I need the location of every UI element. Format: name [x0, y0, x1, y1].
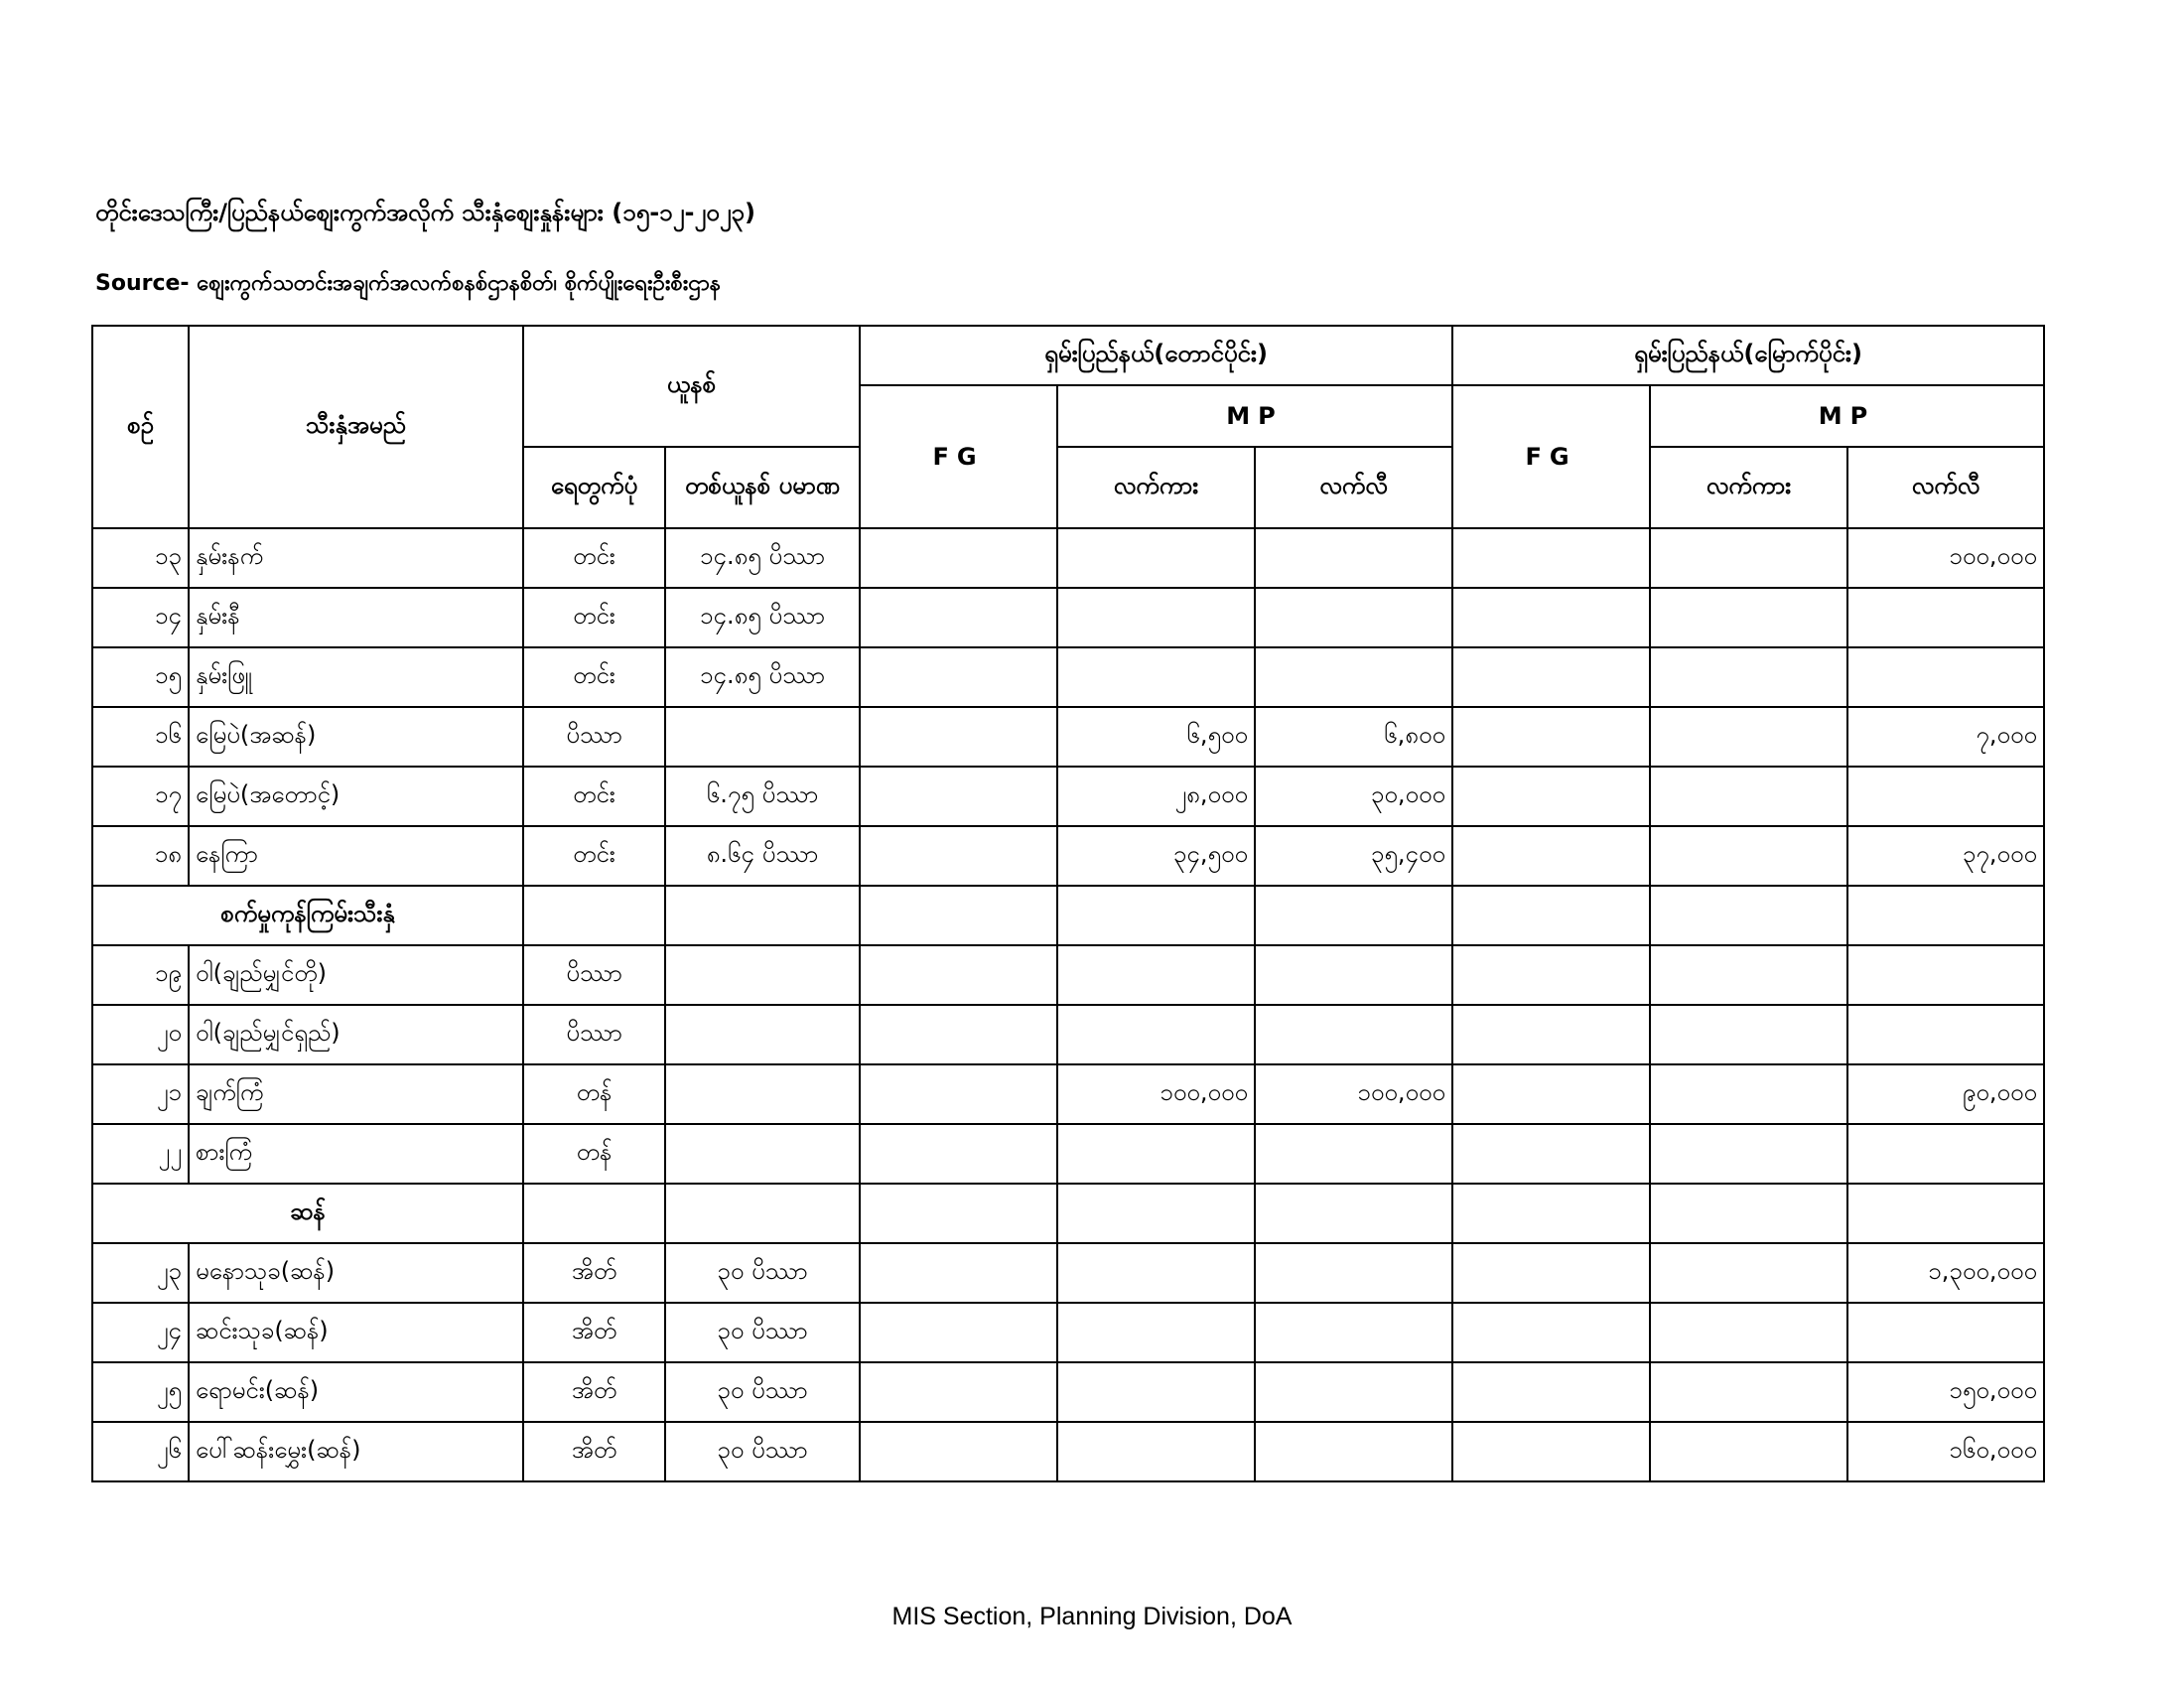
- north-wholesale-price: [1650, 945, 1847, 1005]
- north-wholesale-price: [1650, 1422, 1847, 1481]
- unit-quantity: [665, 1064, 860, 1124]
- north-retail-price: ၃၇,၀၀၀: [1847, 826, 2044, 886]
- empty-cell: [1847, 1184, 2044, 1243]
- north-retail-price: [1847, 767, 2044, 826]
- north-fg-price: [1452, 647, 1650, 707]
- north-wholesale-price: [1650, 1064, 1847, 1124]
- empty-cell: [665, 1184, 860, 1243]
- unit-local: ပိဿာ: [523, 707, 665, 767]
- empty-cell: [1255, 886, 1452, 945]
- table-row: [92, 1243, 2044, 1303]
- empty-cell: [1452, 1184, 1650, 1243]
- north-fg-price: [1452, 945, 1650, 1005]
- north-wholesale-price: [1650, 1243, 1847, 1303]
- north-fg-price: [1452, 588, 1650, 647]
- header-unit-local: ရေတွက်ပုံ: [523, 447, 665, 528]
- unit-local: တင်း: [523, 528, 665, 588]
- north-wholesale-price: [1650, 826, 1847, 886]
- unit-quantity: ၃၀ ပိဿာ: [665, 1362, 860, 1422]
- unit-quantity: ၃၀ ပိဿာ: [665, 1422, 860, 1481]
- unit-local: တန်: [523, 1064, 665, 1124]
- crop-name: မနောသုခ(ဆန်): [189, 1243, 523, 1303]
- north-wholesale-price: [1650, 1303, 1847, 1362]
- row-number: ၁၇: [92, 767, 189, 826]
- north-retail-price: [1847, 647, 2044, 707]
- document-title: တိုင်းဒေသကြီး/ပြည်နယ်စျေးကွက်အလိုက် သီးနှံစျေးနှုန်းများ (၁၅-၁၂-၂၀၂၃): [95, 199, 755, 226]
- crop-name: ဆင်းသုခ(ဆန်): [189, 1303, 523, 1362]
- south-fg-price: [860, 1243, 1057, 1303]
- south-retail-price: [1255, 588, 1452, 647]
- crop-name: နှမ်းနက်: [189, 528, 523, 588]
- unit-local: တန်: [523, 1124, 665, 1184]
- north-wholesale-price: [1650, 1005, 1847, 1064]
- row-number: ၂၆: [92, 1422, 189, 1481]
- south-retail-price: [1255, 1005, 1452, 1064]
- north-wholesale-price: [1650, 1362, 1847, 1422]
- header-retail-south: လက်လီ: [1255, 447, 1452, 528]
- empty-cell: [1847, 886, 2044, 945]
- south-retail-price: [1255, 1124, 1452, 1184]
- north-retail-price: [1847, 945, 2044, 1005]
- north-fg-price: [1452, 826, 1650, 886]
- crop-name: ရောမင်း(ဆန်): [189, 1362, 523, 1422]
- empty-cell: [860, 886, 1057, 945]
- north-wholesale-price: [1650, 767, 1847, 826]
- empty-cell: [523, 1184, 665, 1243]
- south-retail-price: ၃၀,၀၀၀: [1255, 767, 1452, 826]
- unit-quantity: ၁၄.၈၅ ပိဿာ: [665, 588, 860, 647]
- footer-text: MIS Section, Planning Division, DoA: [891, 1603, 1293, 1630]
- north-fg-price: [1452, 767, 1650, 826]
- table-row: [92, 1124, 2044, 1184]
- row-number: ၂၅: [92, 1362, 189, 1422]
- header-crop-name: သီးနှံအမည်: [189, 326, 523, 528]
- south-retail-price: [1255, 647, 1452, 707]
- table-row: [92, 528, 2044, 588]
- table-row: [92, 1064, 2044, 1124]
- table-row: [92, 1362, 2044, 1422]
- south-wholesale-price: ၁၀၀,၀၀၀: [1057, 1064, 1255, 1124]
- south-fg-price: [860, 647, 1057, 707]
- unit-quantity: ၃၀ ပိဿာ: [665, 1243, 860, 1303]
- south-fg-price: [860, 1362, 1057, 1422]
- row-number: ၁၉: [92, 945, 189, 1005]
- north-retail-price: [1847, 1124, 2044, 1184]
- row-number: ၁၅: [92, 647, 189, 707]
- table-row: [92, 588, 2044, 647]
- south-fg-price: [860, 826, 1057, 886]
- crop-name: နှမ်းနီ: [189, 588, 523, 647]
- north-fg-price: [1452, 1362, 1650, 1422]
- header-fg-north: FG: [1452, 385, 1650, 528]
- south-wholesale-price: [1057, 945, 1255, 1005]
- table-row: [92, 707, 2044, 767]
- empty-cell: [1057, 886, 1255, 945]
- header-mp-south: MP: [1057, 385, 1452, 447]
- north-wholesale-price: [1650, 647, 1847, 707]
- unit-local: အိတ်: [523, 1422, 665, 1481]
- south-retail-price: [1255, 1243, 1452, 1303]
- north-fg-price: [1452, 1064, 1650, 1124]
- south-retail-price: [1255, 1303, 1452, 1362]
- unit-local: အိတ်: [523, 1243, 665, 1303]
- north-retail-price: ၁,၃၀၀,၀၀၀: [1847, 1243, 2044, 1303]
- north-fg-price: [1452, 1422, 1650, 1481]
- south-fg-price: [860, 1064, 1057, 1124]
- north-wholesale-price: [1650, 1124, 1847, 1184]
- empty-cell: [1650, 1184, 1847, 1243]
- unit-local: တင်း: [523, 826, 665, 886]
- south-wholesale-price: ၃၄,၅၀၀: [1057, 826, 1255, 886]
- south-fg-price: [860, 1124, 1057, 1184]
- unit-quantity: ၆.၇၅ ပိဿာ: [665, 767, 860, 826]
- crop-name: မြေပဲ(အတောင့်): [189, 767, 523, 826]
- north-retail-price: [1847, 588, 2044, 647]
- empty-cell: [1057, 1184, 1255, 1243]
- south-fg-price: [860, 1005, 1057, 1064]
- unit-local: တင်း: [523, 588, 665, 647]
- north-retail-price: ၁၆၀,၀၀၀: [1847, 1422, 2044, 1481]
- north-wholesale-price: [1650, 707, 1847, 767]
- south-wholesale-price: [1057, 1362, 1255, 1422]
- north-retail-price: [1847, 1303, 2044, 1362]
- crop-name: ပေါ်ဆန်းမွှေး(ဆန်): [189, 1422, 523, 1481]
- south-fg-price: [860, 528, 1057, 588]
- north-retail-price: [1847, 1005, 2044, 1064]
- row-number: ၂၀: [92, 1005, 189, 1064]
- empty-cell: [860, 1184, 1057, 1243]
- table-row: [92, 647, 2044, 707]
- empty-cell: [1255, 1184, 1452, 1243]
- row-number: ၁၄: [92, 588, 189, 647]
- south-wholesale-price: [1057, 528, 1255, 588]
- north-wholesale-price: [1650, 528, 1847, 588]
- unit-quantity: [665, 707, 860, 767]
- south-wholesale-price: [1057, 1243, 1255, 1303]
- row-number: ၂၄: [92, 1303, 189, 1362]
- south-retail-price: ၁၀၀,၀၀၀: [1255, 1064, 1452, 1124]
- south-fg-price: [860, 588, 1057, 647]
- section-title: ဆန်: [92, 1184, 523, 1243]
- unit-quantity: ၃၀ ပိဿာ: [665, 1303, 860, 1362]
- row-number: ၂၁: [92, 1064, 189, 1124]
- empty-cell: [523, 886, 665, 945]
- header-wholesale-south: လက်ကား: [1057, 447, 1255, 528]
- crop-name: စားကြံ: [189, 1124, 523, 1184]
- header-region-southern-shan: ရှမ်းပြည်နယ်(တောင်ပိုင်း): [860, 326, 1452, 385]
- north-retail-price: ၇,၀၀၀: [1847, 707, 2044, 767]
- header-no: စဉ်: [92, 326, 189, 528]
- header-fg-south: FG: [860, 385, 1057, 528]
- south-fg-price: [860, 767, 1057, 826]
- row-number: ၂၃: [92, 1243, 189, 1303]
- north-fg-price: [1452, 707, 1650, 767]
- south-wholesale-price: [1057, 647, 1255, 707]
- table-row: [92, 1005, 2044, 1064]
- unit-local: အိတ်: [523, 1303, 665, 1362]
- south-fg-price: [860, 945, 1057, 1005]
- unit-local: ပိဿာ: [523, 1005, 665, 1064]
- header-unit: ယူနစ်: [523, 326, 860, 447]
- south-retail-price: [1255, 945, 1452, 1005]
- north-retail-price: ၁၅၀,၀၀၀: [1847, 1362, 2044, 1422]
- south-fg-price: [860, 707, 1057, 767]
- empty-cell: [1452, 886, 1650, 945]
- table-row: [92, 1303, 2044, 1362]
- header-row-1: [92, 326, 2044, 385]
- north-retail-price: ၁၀၀,၀၀၀: [1847, 528, 2044, 588]
- north-fg-price: [1452, 1243, 1650, 1303]
- source-note: Source- စျေးကွက်သတင်းအချက်အလက်စနစ်ဌာနစိတ်၊ စိုက်ပျိုးရေးဦးစီးဌာန: [95, 271, 721, 296]
- header-wholesale-north: လက်ကား: [1650, 447, 1847, 528]
- section-title: စက်မှုကုန်ကြမ်းသီးနှံ: [92, 886, 523, 945]
- south-retail-price: [1255, 528, 1452, 588]
- empty-cell: [1650, 886, 1847, 945]
- table-row: [92, 945, 2044, 1005]
- unit-quantity: [665, 945, 860, 1005]
- north-wholesale-price: [1650, 588, 1847, 647]
- row-number: ၂၂: [92, 1124, 189, 1184]
- row-number: ၁၈: [92, 826, 189, 886]
- north-fg-price: [1452, 1303, 1650, 1362]
- header-mp-north: MP: [1650, 385, 2044, 447]
- table-row: [92, 1422, 2044, 1481]
- south-fg-price: [860, 1303, 1057, 1362]
- price-table: [91, 325, 2045, 1482]
- header-unit-quantity: တစ်ယူနစ် ပမာဏ: [665, 447, 860, 528]
- crop-name: မြေပဲ(အဆန်): [189, 707, 523, 767]
- south-wholesale-price: ၆,၅၀၀: [1057, 707, 1255, 767]
- unit-quantity: [665, 1124, 860, 1184]
- south-fg-price: [860, 1422, 1057, 1481]
- south-wholesale-price: [1057, 588, 1255, 647]
- header-retail-north: လက်လီ: [1847, 447, 2044, 528]
- unit-quantity: ၈.၆၄ ပိဿာ: [665, 826, 860, 886]
- unit-quantity: ၁၄.၈၅ ပိဿာ: [665, 647, 860, 707]
- crop-name: ချက်ကြံ: [189, 1064, 523, 1124]
- south-wholesale-price: ၂၈,၀၀၀: [1057, 767, 1255, 826]
- south-wholesale-price: [1057, 1303, 1255, 1362]
- crop-name: ဝါ(ချည်မျှင်ရှည်): [189, 1005, 523, 1064]
- south-wholesale-price: [1057, 1124, 1255, 1184]
- unit-local: တင်း: [523, 767, 665, 826]
- north-fg-price: [1452, 1005, 1650, 1064]
- row-number: ၁၃: [92, 528, 189, 588]
- row-number: ၁၆: [92, 707, 189, 767]
- table-row: [92, 826, 2044, 886]
- south-retail-price: [1255, 1422, 1452, 1481]
- table-row: [92, 767, 2044, 826]
- south-wholesale-price: [1057, 1422, 1255, 1481]
- north-fg-price: [1452, 1124, 1650, 1184]
- south-retail-price: ၆,၈၀၀: [1255, 707, 1452, 767]
- header-region-northern-shan: ရှမ်းပြည်နယ်(မြောက်ပိုင်း): [1452, 326, 2044, 385]
- unit-quantity: ၁၄.၈၅ ပိဿာ: [665, 528, 860, 588]
- crop-name: နေကြာ: [189, 826, 523, 886]
- north-retail-price: ၉၀,၀၀၀: [1847, 1064, 2044, 1124]
- crop-name: ဝါ(ချည်မျှင်တို): [189, 945, 523, 1005]
- crop-name: နှမ်းဖြူ: [189, 647, 523, 707]
- section-row: [92, 1184, 2044, 1243]
- south-wholesale-price: [1057, 1005, 1255, 1064]
- unit-local: အိတ်: [523, 1362, 665, 1422]
- south-retail-price: ၃၅,၄၀၀: [1255, 826, 1452, 886]
- north-fg-price: [1452, 528, 1650, 588]
- unit-local: တင်း: [523, 647, 665, 707]
- section-row: [92, 886, 2044, 945]
- unit-local: ပိဿာ: [523, 945, 665, 1005]
- south-retail-price: [1255, 1362, 1452, 1422]
- empty-cell: [665, 886, 860, 945]
- unit-quantity: [665, 1005, 860, 1064]
